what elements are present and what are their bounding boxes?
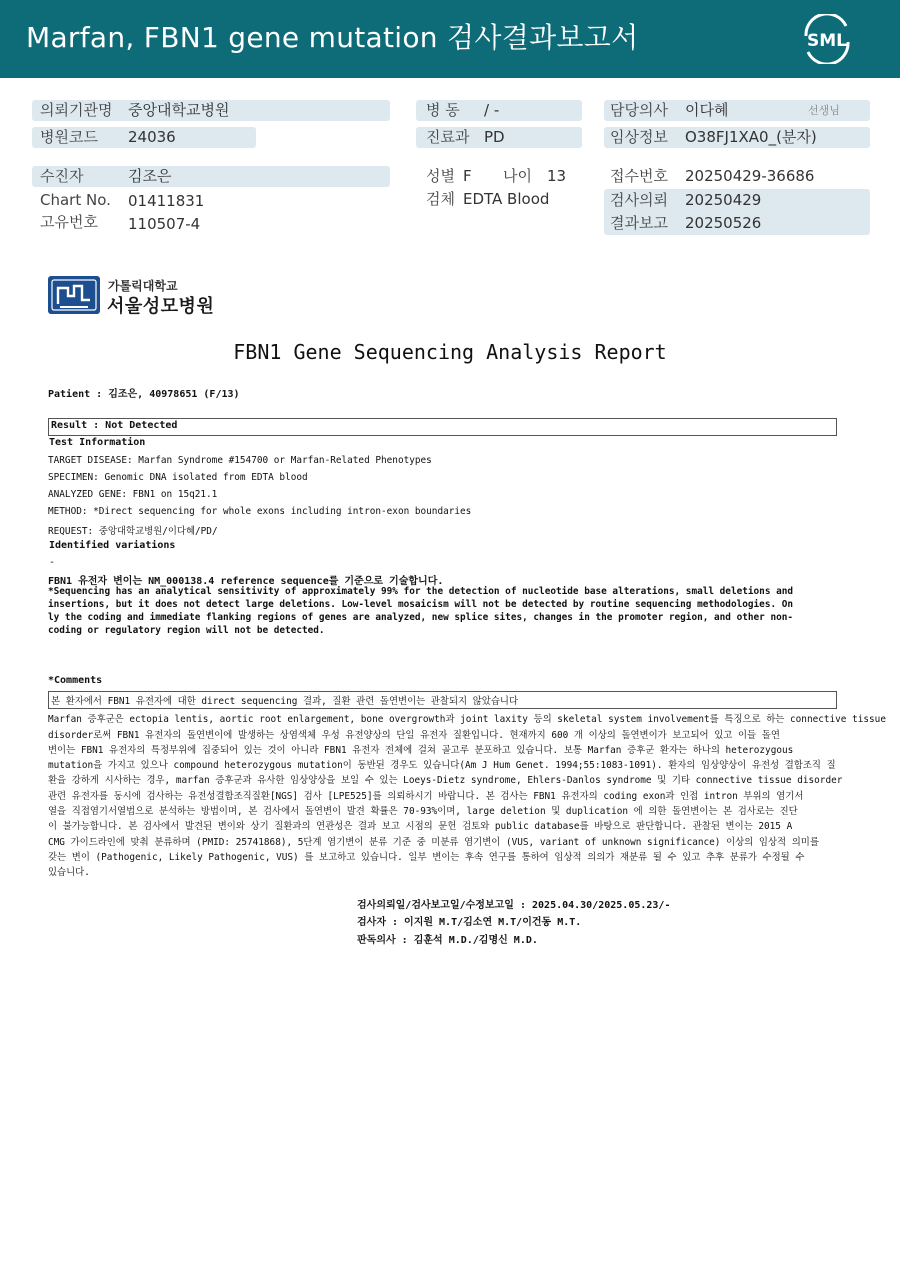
- institution-value: 중앙대학교병원: [128, 101, 230, 119]
- doctor-label: 담당의사: [610, 101, 668, 119]
- report-date-label: 결과보고: [610, 214, 668, 232]
- analyzed-gene: ANALYZED GENE: FBN1 on 15q21.1: [48, 489, 218, 500]
- comment-line: 갖는 변이 (Pathogenic, Likely Pathogenic, VUS) 를 보고하고 있습니다. 일부 변이는 후속 연구를 통하여 임상적 의의가 재분류 될 수 있고 추후 분류가 수정될 수: [48, 852, 805, 863]
- comment-line: Marfan 증후군은 ectopia lentis, aortic root enlargement, bone overgrowth과 joint laxity 등의 skeletal system involvement를 특징으로 하는 connective tissue: [48, 714, 886, 725]
- comment-line: mutation을 가지고 있으나 compound heterozygous mutation이 동반된 경우도 있습니다(Am J Hum Genet. 1994;55:1083-1091). 환자의 임상양상이 유전성 결합조직 질: [48, 760, 836, 771]
- request-date-label: 검사의뢰: [610, 191, 668, 209]
- method-note-line: insertions, but it does not detect large deletions. Low-level mosaicism will not be detected by routine sequencing methodologies. On: [48, 599, 794, 610]
- identified-heading: Identified variations: [49, 540, 176, 551]
- report-header-title: Marfan, FBN1 gene mutation 검사결과보고서: [26, 21, 639, 54]
- specimen-label: 검체: [426, 190, 455, 208]
- hospital-emblem: [48, 276, 100, 314]
- identified-value: -: [49, 557, 56, 568]
- report-date-value: 20250526: [685, 214, 762, 232]
- test-info-heading: Test Information: [49, 437, 146, 448]
- comment-line: 있습니다.: [48, 867, 90, 878]
- receipt-no-value: 20250429-36686: [685, 167, 815, 185]
- dates-line: 검사의뢰일/검사보고일/수정보고일 : 2025.04.30/2025.05.23/-: [357, 900, 671, 911]
- comment-line: 환을 강하게 시사하는 경우, marfan 증후군과 유사한 임상양상을 보일 수 있는 Loeys-Dietz syndrome, Ehlers-Danlos syndrome 및 기타 connective tissue disorder: [48, 775, 843, 786]
- reference-note: FBN1 유전자 변이는 NM_000138.4 reference sequence를 기준으로 기술합니다.: [48, 576, 444, 587]
- comment-line: 관련 유전자를 동시에 검사하는 유전성결합조직질환[NGS] 검사 [LPE525]를 의뢰하시기 바랍니다. 본 검사는 FBN1 유전자의 coding exon과 인접 intron 부위의 염기서: [48, 791, 804, 802]
- comment-line: disorder로써 FBN1 유전자의 돌연변이에 발생하는 상염색체 우성 유전양상의 단일 유전자 질환입니다. 현재까지 600 개 이상의 돌연변이가 보고되어 있고 이들 돌연: [48, 730, 780, 741]
- report-header: [0, 0, 900, 78]
- sml-logo: [800, 14, 854, 64]
- comment-line: 이 불가능합니다. 본 검사에서 발견된 변이와 상기 질환과의 연관성은 결과 보고 시점의 문헌 검토와 public database를 바탕으로 판단합니다. 관찰된 변이는 2015 A: [48, 821, 793, 832]
- clinical-info-value: O38FJ1XA0_(분자): [685, 128, 817, 146]
- patient-line: Patient : 김조은, 40978651 (F/13): [48, 389, 240, 400]
- sex-label: 성별: [426, 167, 455, 185]
- doctor-value: 이다혜: [685, 101, 729, 119]
- ward-value: / -: [484, 101, 500, 119]
- method-note-line: *Sequencing has an analytical sensitivity of approximately 99% for the detection of nucleotide base alterations, small deletions and: [48, 586, 794, 597]
- department-value: PD: [484, 128, 505, 146]
- chart-no-value: 01411831: [128, 192, 205, 210]
- method-line: METHOD: *Direct sequencing for whole exons including intron-exon boundaries: [48, 506, 472, 517]
- comment-line: 열을 직접염기서열법으로 분석하는 방법이며, 본 검사에서 돌연변이 발견 확률은 70-93%이며, large deletion 및 duplication 에 의한 돌연변이는 본 검사로는 진단: [48, 806, 798, 817]
- hospital-code-value: 24036: [128, 128, 176, 146]
- receipt-no-label: 접수번호: [610, 167, 668, 185]
- specimen-line: SPECIMEN: Genomic DNA isolated from EDTA blood: [48, 472, 308, 483]
- ward-label: 병 동: [426, 101, 460, 119]
- report-title: FBN1 Gene Sequencing Analysis Report: [233, 340, 667, 364]
- hospital-name: 서울성모병원: [107, 296, 215, 317]
- comment-line: CMG 가이드라인에 맞춰 분류하며 (PMID: 25741868), 5단계 염기변이 분류 기준 중 미분류 염기변이 (VUS, variant of unknown significance) 이상의 임상적 의미를: [48, 837, 819, 848]
- testers-line: 검사자 : 이지원 M.T/김소연 M.T/이건동 M.T.: [357, 917, 582, 928]
- doctor-suffix: 선생님: [808, 104, 840, 117]
- department-label: 진료과: [426, 128, 470, 146]
- age-label: 나이: [503, 167, 532, 185]
- specimen-value: EDTA Blood: [463, 190, 550, 208]
- result-text: Result : Not Detected: [51, 420, 178, 431]
- age-value: 13: [547, 167, 567, 185]
- hospital-code-label: 병원코드: [40, 128, 98, 146]
- hospital-university: 가톨릭대학교: [108, 279, 178, 293]
- chart-no-label: Chart No.: [40, 191, 111, 209]
- target-disease: TARGET DISEASE: Marfan Syndrome #154700 or Marfan-Related Phenotypes: [48, 455, 432, 466]
- method-note-line: coding or regulatory region will not be detected.: [48, 625, 325, 636]
- sml-logo-text: SML: [807, 31, 847, 51]
- unique-no-label: 고유번호: [40, 213, 98, 231]
- method-note-line: ly the coding and immediate flanking regions of genes are analyzed, new splice sites, changes in the promoter region, and other non-: [48, 612, 794, 623]
- sex-value: F: [463, 167, 472, 185]
- patient-value: 김조은: [128, 167, 172, 185]
- comments-heading: *Comments: [48, 675, 103, 686]
- request-line: REQUEST: 중앙대학교병원/이다혜/PD/: [48, 526, 218, 537]
- request-date-value: 20250429: [685, 191, 762, 209]
- institution-label: 의뢰기관명: [40, 101, 113, 119]
- patient-label: 수진자: [40, 167, 84, 185]
- info-bar-patient: [32, 166, 390, 187]
- readers-line: 판독의사 : 김훈석 M.D./김명신 M.D.: [357, 935, 538, 946]
- unique-no-value: 110507-4: [128, 215, 201, 233]
- comment-line: 변이는 FBN1 유전자의 특정부위에 집중되어 있는 것이 아니라 FBN1 유전자 전체에 걸쳐 골고루 분포하고 있습니다. 보통 Marfan 증후군 환자는 하나의 heterozygous: [48, 745, 794, 756]
- clinical-info-label: 임상정보: [610, 128, 668, 146]
- comment-box-text: 본 환자에서 FBN1 유전자에 대한 direct sequencing 결과, 질환 관련 돌연변이는 관찰되지 않았습니다: [51, 696, 519, 707]
